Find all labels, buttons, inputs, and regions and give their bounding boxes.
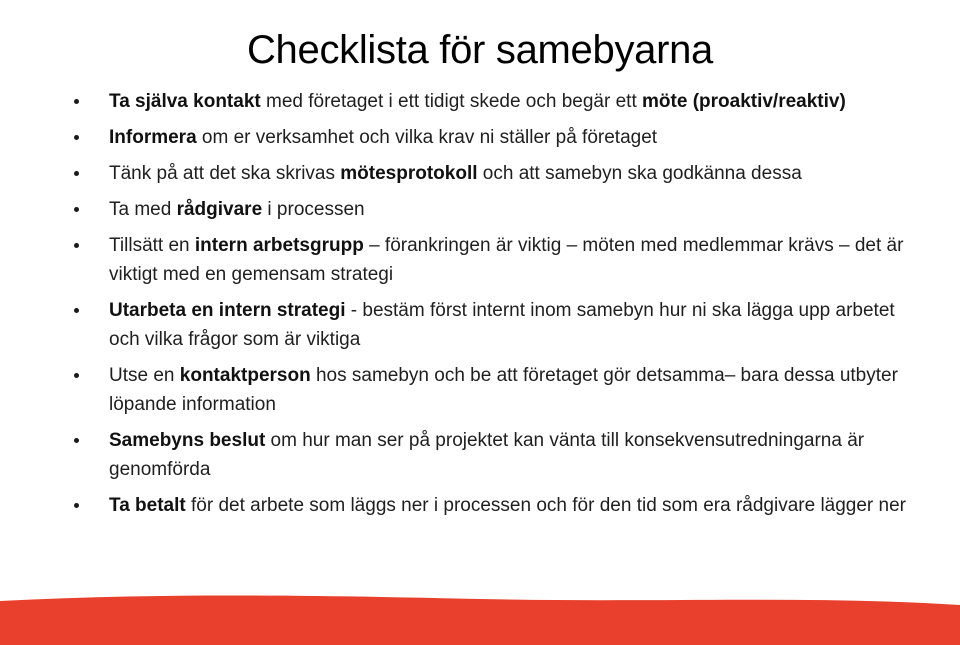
bullet-item: [70, 159, 920, 188]
bullet-text: i processen: [262, 199, 365, 220]
bullet-dot-icon: [74, 135, 79, 140]
bullet-bold-text: Samebyns beslut: [109, 430, 266, 451]
bullet-item: [70, 231, 920, 289]
bullet-dot-icon: [74, 171, 79, 176]
bullet-dot-icon: [74, 373, 79, 378]
bullet-bold-text: Informera: [109, 127, 197, 148]
bullet-text: - bestäm först internt inom samebyn hur ni ska lägga upp arbetet och vilka frågor som är viktiga: [109, 300, 895, 350]
footer-wave-shape: [0, 596, 960, 645]
bullet-bold-text: intern arbetsgrupp: [194, 235, 364, 256]
bullet-item: [70, 491, 920, 520]
bullet-text: om hur man ser på projektet kan vänta till konsekvensutredningarna är genomförda: [109, 430, 865, 480]
bullet-text: Ta med: [109, 199, 177, 220]
bullet-dot-icon: [74, 503, 79, 508]
bullet-text: hos samebyn och be att företaget gör detsamma– bara dessa utbyter löpande information: [109, 365, 898, 415]
bullet-text: – förankringen är viktig – möten med medlemmar krävs – det är viktigt med en gemensam strategi: [109, 235, 904, 285]
bullet-dot-icon: [74, 438, 79, 443]
bullet-text: Tänk på att det ska skrivas: [109, 163, 341, 184]
bullet-text: Tillsätt en: [109, 235, 195, 256]
bullet-bold-text: kontaktperson: [179, 365, 311, 386]
bullet-bold-text: mötesprotokoll: [340, 163, 478, 184]
bullet-bold-text: (proaktiv/reaktiv): [692, 91, 846, 112]
bullet-item: [70, 426, 920, 484]
bullet-text: och att samebyn ska godkänna dessa: [477, 163, 802, 184]
bullet-item: [70, 361, 920, 419]
bullet-dot-icon: [74, 99, 79, 104]
bullet-item: [70, 296, 920, 354]
bullet-item: [70, 195, 920, 224]
bullet-item: [70, 87, 920, 116]
bullet-dot-icon: [74, 243, 79, 248]
bullet-text: med företaget i ett tidigt skede och begär ett: [260, 91, 642, 112]
footer-wave-decoration: [0, 593, 960, 645]
slide-title: Checklista för samebyarna: [246, 27, 714, 72]
bullet-bold-text: Utarbeta en intern strategi: [109, 300, 346, 321]
bullet-item: [70, 123, 920, 152]
bullet-dot-icon: [74, 207, 79, 212]
bullet-bold-text: möte: [642, 91, 688, 112]
bullet-list: [70, 87, 920, 527]
bullet-bold-text: rådgivare: [176, 199, 263, 220]
bullet-text: om er verksamhet och vilka krav ni ställer på företaget: [196, 127, 658, 148]
bullet-bold-text: Ta betalt: [109, 495, 186, 516]
bullet-text: för det arbete som läggs ner i processen och för den tid som era rådgivare lägger ner: [185, 495, 906, 516]
bullet-dot-icon: [74, 308, 79, 313]
bullet-bold-text: Ta själva kontakt: [109, 91, 261, 112]
bullet-text: Utse en: [109, 365, 180, 386]
